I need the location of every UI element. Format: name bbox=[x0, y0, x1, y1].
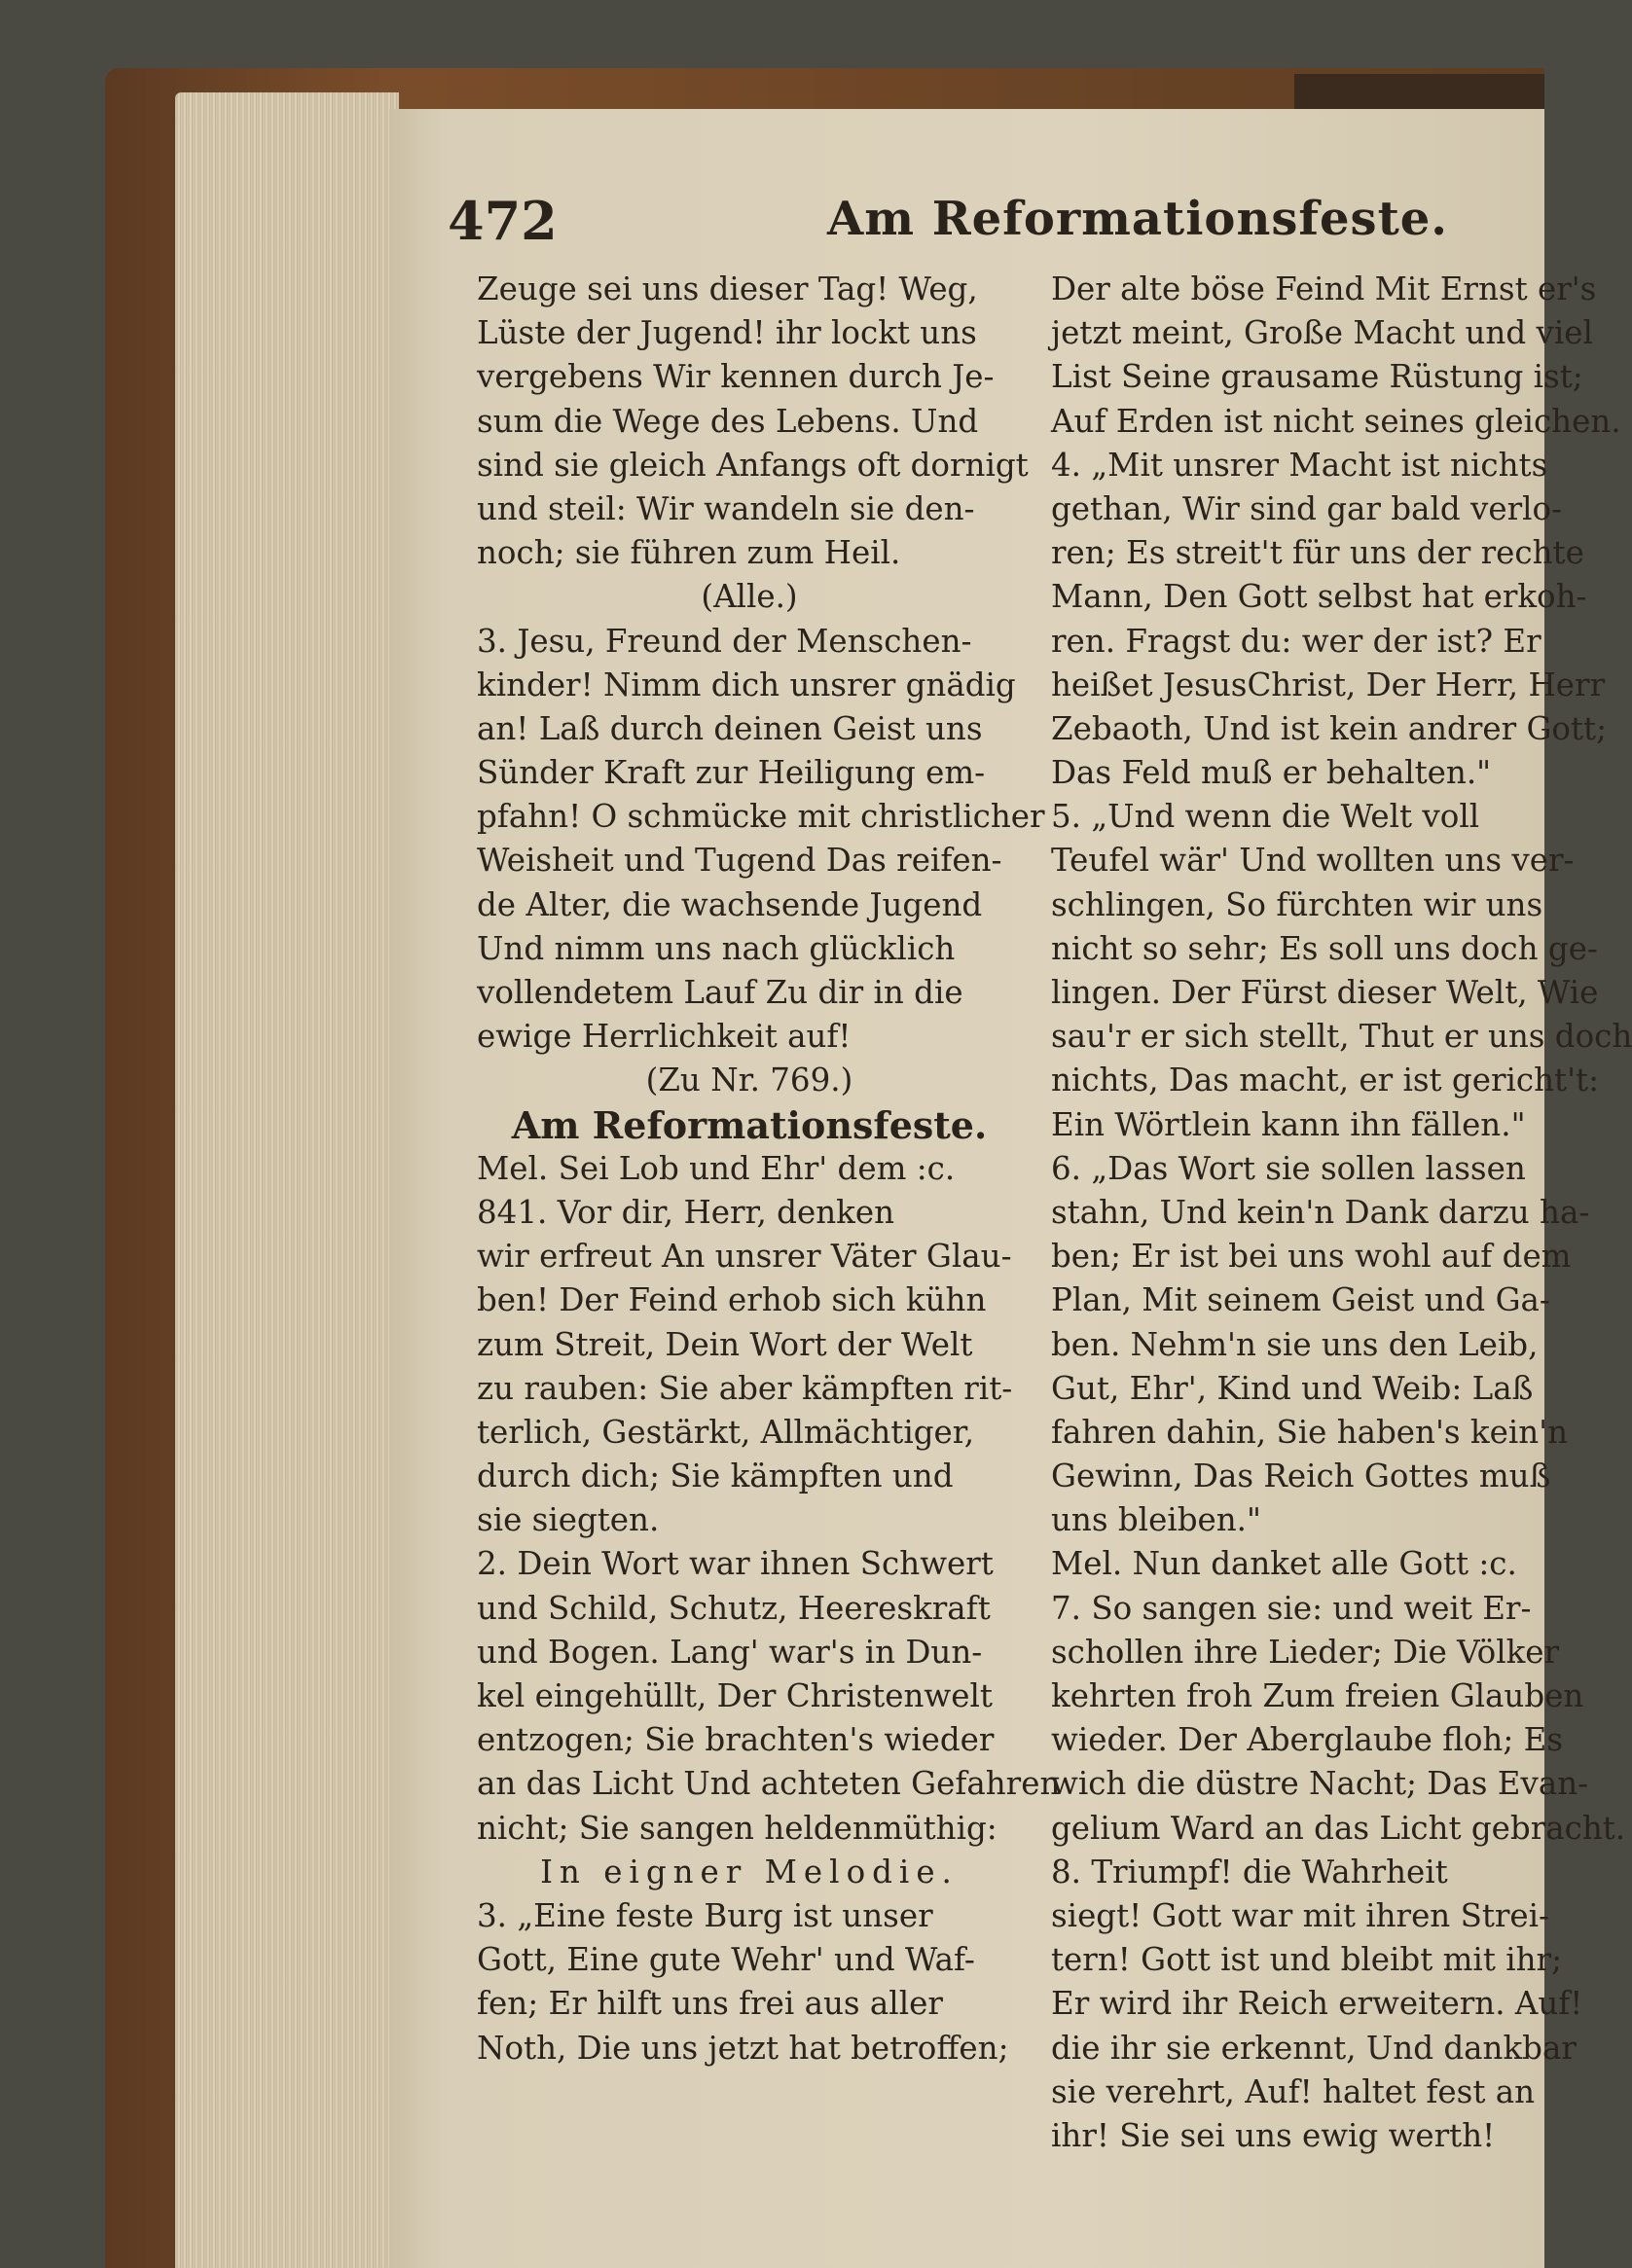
text-line: sau'r er sich stellt, Thut er uns doch bbox=[1051, 1018, 1632, 1056]
text-line: Plan, Mit seinem Geist und Ga- bbox=[1051, 1281, 1550, 1319]
text-line: 5. „Und wenn die Welt voll bbox=[1051, 798, 1480, 836]
text-line: 4. „Mit unsrer Macht ist nichts bbox=[1051, 446, 1548, 484]
text-line: kinder! Nimm dich unsrer gnädig bbox=[477, 666, 1016, 703]
text-line: fen; Er hilft uns frei aus aller bbox=[477, 1985, 943, 2023]
text-line: Zeuge sei uns dieser Tag! Weg, bbox=[477, 270, 978, 307]
text-line: 7. So sangen sie: und weit Er- bbox=[1051, 1589, 1532, 1627]
text-line: sie siegten. bbox=[477, 1501, 660, 1539]
text-line: 841. Vor dir, Herr, denken bbox=[477, 1193, 895, 1231]
text-line: nicht so sehr; Es soll uns doch ge- bbox=[1051, 929, 1598, 967]
text-line: wir erfreut An unsrer Väter Glau- bbox=[477, 1238, 1012, 1276]
text-line: kehrten froh Zum freien Glauben bbox=[1051, 1677, 1584, 1714]
text-line: die ihr sie erkennt, Und dankbar bbox=[1051, 2029, 1577, 2067]
text-line: ren. Fragst du: wer der ist? Er bbox=[1051, 622, 1541, 660]
text-line: Ein Wörtlein kann ihn fällen." bbox=[1051, 1105, 1526, 1143]
left-column bbox=[477, 268, 1061, 2070]
text-line: wieder. Der Aberglaube floh; Es bbox=[1051, 1721, 1564, 1759]
text-line: pfahn! O schmücke mit christlicher bbox=[477, 798, 1045, 836]
right-column bbox=[1051, 268, 1632, 2158]
text-line: schollen ihre Lieder; Die Völker bbox=[1051, 1633, 1560, 1671]
text-line: (Zu Nr. 769.) bbox=[645, 1062, 853, 1099]
text-line: de Alter, die wachsende Jugend bbox=[477, 885, 983, 923]
text-line: entzogen; Sie brachten's wieder bbox=[477, 1721, 995, 1759]
text-line: 6. „Das Wort sie sollen lassen bbox=[1051, 1149, 1526, 1187]
text-line: zu rauben: Sie aber kämpften rit- bbox=[477, 1369, 1013, 1407]
text-line: nichts, Das macht, er ist gericht't: bbox=[1051, 1062, 1600, 1099]
cover-top-strip bbox=[1294, 74, 1544, 113]
text-line: Gewinn, Das Reich Gottes muß bbox=[1051, 1458, 1551, 1495]
text-line: Sünder Kraft zur Heiligung em- bbox=[477, 754, 986, 792]
text-line: In eigner Melodie. bbox=[540, 1853, 959, 1890]
text-line: Zebaoth, Und ist kein andrer Gott; bbox=[1051, 709, 1608, 747]
text-line: und Bogen. Lang' war's in Dun- bbox=[477, 1633, 983, 1671]
text-line: Teufel wär' Und wollten uns ver- bbox=[1051, 842, 1575, 880]
text-line: nicht; Sie sangen heldenmüthig: bbox=[477, 1809, 997, 1847]
text-line: durch dich; Sie kämpften und bbox=[477, 1458, 954, 1495]
text-line: Mel. Nun danket alle Gott :c. bbox=[1051, 1545, 1517, 1583]
text-line: terlich, Gestärkt, Allmächtiger, bbox=[477, 1413, 975, 1451]
text-line: tern! Gott ist und bleibt mit ihr; bbox=[1051, 1941, 1563, 1979]
text-line: (Alle.) bbox=[701, 578, 798, 616]
text-line: vollendetem Lauf Zu dir in die bbox=[477, 974, 963, 1011]
text-line: jetzt meint, Große Macht und viel bbox=[1051, 314, 1593, 352]
text-line: ben! Der Feind erhob sich kühn bbox=[477, 1281, 987, 1319]
text-line: 3. Jesu, Freund der Menschen- bbox=[477, 622, 972, 660]
text-line: kel eingehüllt, Der Christenwelt bbox=[477, 1677, 993, 1714]
text-line: stahn, Und kein'n Dank darzu ha- bbox=[1051, 1193, 1590, 1231]
text-line: ben. Nehm'n sie uns den Leib, bbox=[1051, 1325, 1539, 1363]
text-line: Am Reformationsfeste. bbox=[511, 1102, 988, 1147]
text-line: gelium Ward an das Licht gebracht. bbox=[1051, 1809, 1626, 1847]
text-line: Auf Erden ist nicht seines gleichen. bbox=[1051, 402, 1621, 440]
text-line: Gott, Eine gute Wehr' und Waf- bbox=[477, 1941, 975, 1979]
text-line: ihr! Sie sei uns ewig werth! bbox=[1051, 2116, 1496, 2154]
text-line: und steil: Wir wandeln sie den- bbox=[477, 489, 975, 527]
text-line: vergebens Wir kennen durch Je- bbox=[477, 358, 995, 396]
text-line: Noth, Die uns jetzt hat betroffen; bbox=[477, 2029, 1009, 2067]
text-line: uns bleiben." bbox=[1051, 1501, 1261, 1539]
page-header bbox=[448, 190, 1508, 258]
text-line: sind sie gleich Anfangs oft dornigt bbox=[477, 446, 1029, 484]
text-line: Und nimm uns nach glücklich bbox=[477, 929, 956, 967]
running-title: Am Reformationsfeste. bbox=[827, 192, 1448, 246]
text-line: ren; Es streit't für uns der rechte bbox=[1051, 534, 1584, 572]
text-line: List Seine grausame Rüstung ist; bbox=[1051, 358, 1583, 396]
text-line: Mann, Den Gott selbst hat erkoh- bbox=[1051, 578, 1587, 616]
text-line: an! Laß durch deinen Geist uns bbox=[477, 709, 983, 747]
text-line: heißet JesusChrist, Der Herr, Herr bbox=[1051, 666, 1606, 703]
text-line: 8. Triumpf! die Wahrheit bbox=[1051, 1853, 1448, 1890]
text-line: schlingen, So fürchten wir uns bbox=[1051, 885, 1543, 923]
text-line: Mel. Sei Lob und Ehr' dem :c. bbox=[477, 1149, 956, 1187]
text-line: ben; Er ist bei uns wohl auf dem bbox=[1051, 1238, 1572, 1276]
text-line: 3. „Eine feste Burg ist unser bbox=[477, 1896, 933, 1934]
text-line: zum Streit, Dein Wort der Welt bbox=[477, 1325, 973, 1363]
text-line: Das Feld muß er behalten." bbox=[1051, 754, 1492, 792]
text-line: wich die düstre Nacht; Das Evan- bbox=[1051, 1765, 1589, 1803]
text-line: lingen. Der Fürst dieser Welt, Wie bbox=[1051, 974, 1599, 1011]
text-line: sie verehrt, Auf! haltet fest an bbox=[1051, 2072, 1536, 2110]
text-line: Der alte böse Feind Mit Ernst er's bbox=[1051, 270, 1597, 307]
text-line: Weisheit und Tugend Das reifen- bbox=[477, 842, 1002, 880]
text-line: und Schild, Schutz, Heereskraft bbox=[477, 1589, 991, 1627]
text-line: 2. Dein Wort war ihnen Schwert bbox=[477, 1545, 994, 1583]
text-line: an das Licht Und achteten Gefahren bbox=[477, 1765, 1061, 1803]
text-line: Er wird ihr Reich erweitern. Auf! bbox=[1051, 1985, 1583, 2023]
page-edges bbox=[175, 92, 399, 2268]
text-line: siegt! Gott war mit ihren Strei- bbox=[1051, 1896, 1550, 1934]
text-line: sum die Wege des Lebens. Und bbox=[477, 402, 979, 440]
text-line: fahren dahin, Sie haben's kein'n bbox=[1051, 1413, 1569, 1451]
page-number: 472 bbox=[448, 190, 558, 252]
text-line: gethan, Wir sind gar bald verlo- bbox=[1051, 489, 1563, 527]
text-line: Gut, Ehr', Kind und Weib: Laß bbox=[1051, 1369, 1534, 1407]
text-line: noch; sie führen zum Heil. bbox=[477, 534, 901, 572]
text-line: ewige Herrlichkeit auf! bbox=[477, 1018, 852, 1056]
text-line: Lüste der Jugend! ihr lockt uns bbox=[477, 314, 977, 352]
